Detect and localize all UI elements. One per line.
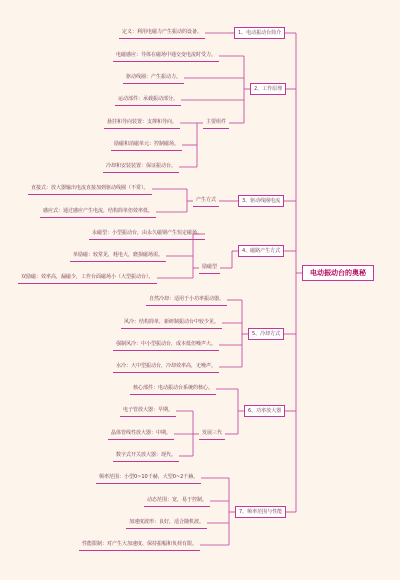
leaf-inductive[interactable]: 感应式：通过感应产生电流，结构简单但效率低。 [40, 206, 156, 218]
leaf-limits[interactable]: 性能限制：对产生大加速度、保持振幅和负荷有限。 [79, 539, 200, 551]
leaf-frequency-range[interactable]: 频率范围：小型0~10千赫，大型0~2千赫。 [96, 472, 201, 484]
leaf-dual-excitation[interactable]: 双励磁：效率高，漏磁少，工作台面磁场小（大型振动台）。 [18, 272, 157, 284]
leaf-excitation[interactable]: 励磁和消磁单元：控制磁场。 [111, 139, 182, 151]
sub-excitation-type[interactable]: 励磁型 [199, 262, 220, 274]
leaf-direct[interactable]: 直接式：放大器输出电流直接加到驱动线圈（不常）。 [28, 183, 152, 195]
leaf-transistor[interactable]: 晶体管线性放大器：中期。 [108, 428, 174, 440]
leaf-dynamic-range[interactable]: 动态范围：宽，易于控制。 [144, 495, 210, 507]
section-magnetic-circuit[interactable]: 4、磁路产生方式 [238, 245, 284, 257]
leaf-definition[interactable]: 定义：利用电磁力产生振动的设备。 [119, 27, 205, 39]
leaf-drive-coil[interactable]: 驱动线圈：产生振动力。 [123, 72, 184, 84]
leaf-air[interactable]: 风冷：结构简单，新研制振动台中较少见。 [121, 317, 222, 329]
leaf-natural[interactable]: 自然冷却：适用于小功率振动器。 [146, 294, 227, 306]
leaf-vacuum-tube[interactable]: 电子管放大器：早期。 [120, 405, 176, 417]
section-frequency[interactable]: 7、频率范围与性能 [235, 506, 286, 518]
leaf-moving-part[interactable]: 运动部件：承载振动部分。 [115, 94, 181, 106]
sub-main-components[interactable]: 主要组件 [203, 117, 229, 129]
leaf-cooling-mount[interactable]: 冷却和安装装置：保证振动台。 [103, 161, 179, 173]
root-node[interactable]: 电动振动台的奥秘 [302, 265, 374, 281]
leaf-forced-air[interactable]: 强制风冷：中小型振动台，成本低但噪声大。 [113, 339, 219, 351]
leaf-single-excitation[interactable]: 单励磁：较常见，耗电大，磨损磁场需。 [70, 250, 166, 262]
leaf-core[interactable]: 核心部件：电动振动台系统的核心。 [130, 383, 216, 395]
section-amplifier[interactable]: 6、功率放大器 [244, 405, 285, 417]
leaf-water[interactable]: 水冷：大中型振动台，冷却效率高，无噪声。 [113, 361, 219, 373]
section-drive-current[interactable]: 3、驱动线圈电流 [238, 195, 284, 207]
section-cooling[interactable]: 5、冷却方式 [248, 328, 284, 340]
leaf-induction[interactable]: 电磁感应：导体在磁场中通交变电流时受力。 [113, 50, 219, 62]
leaf-waveform[interactable]: 加速度波形：良好，适合随机波。 [126, 517, 207, 529]
sub-three-generations[interactable]: 发展三代 [199, 428, 225, 440]
leaf-digital[interactable]: 数字式开关放大器：现代。 [113, 450, 179, 462]
leaf-suspension[interactable]: 悬挂和导向装置：支撑和导向。 [104, 117, 180, 129]
section-intro[interactable]: 1、电动振动台简介 [234, 27, 285, 39]
leaf-permanent[interactable]: 永磁型：小型振动台，由永久磁钢产生恒定磁场。 [89, 228, 205, 240]
section-principle[interactable]: 2、工作原理 [250, 83, 286, 95]
sub-generation-method[interactable]: 产生方式 [193, 195, 219, 207]
